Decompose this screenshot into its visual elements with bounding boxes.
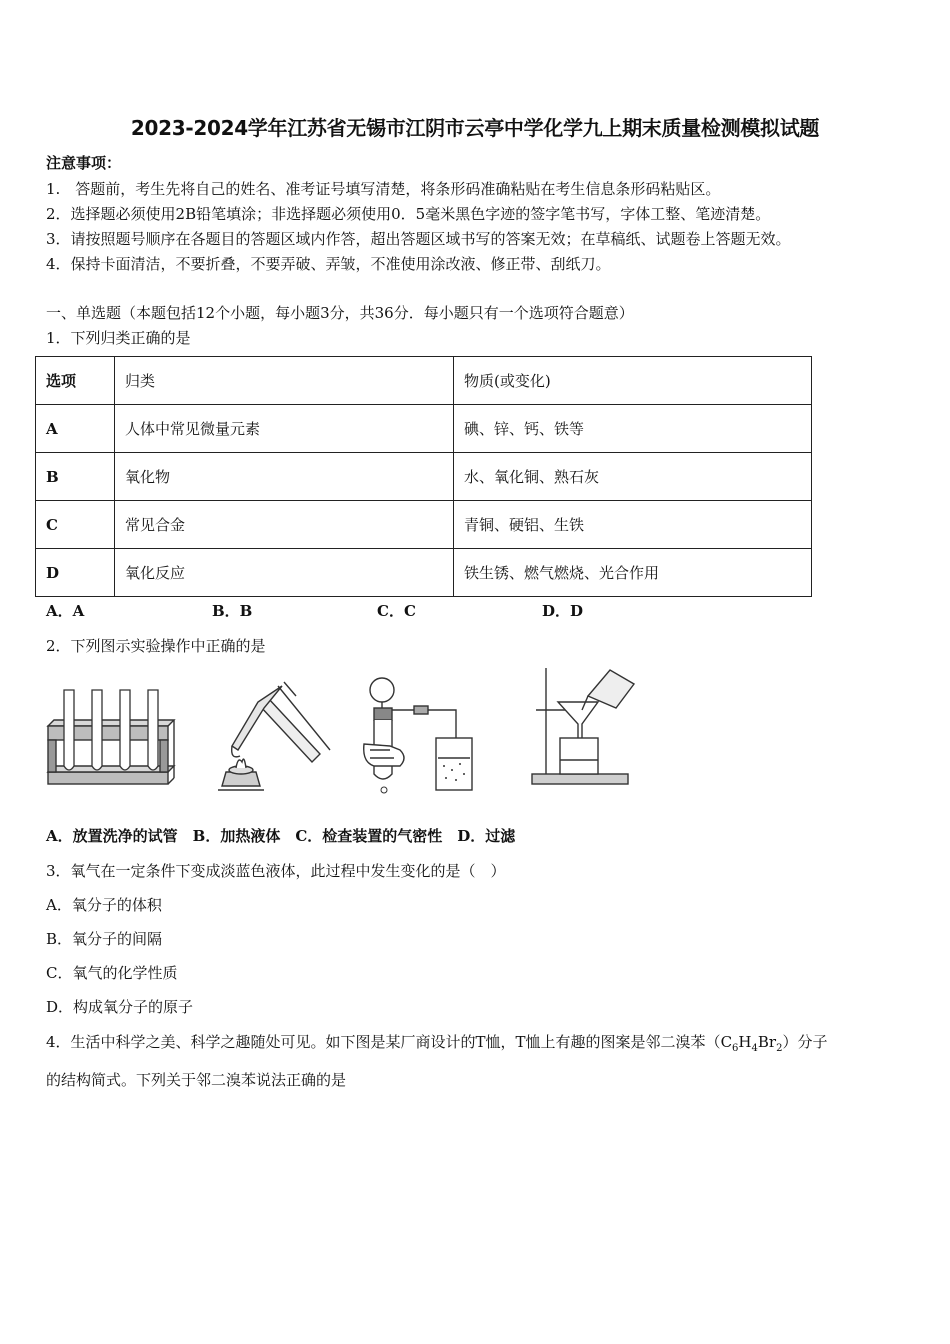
- table-cell: A: [36, 405, 115, 453]
- notice-item: 1. 答题前，考生先将自己的姓名、准考证号填写清楚，将条形码准确粘贴在考生信息条形码粘贴区。: [46, 180, 721, 198]
- table-row: [36, 501, 812, 549]
- table-header-row: [36, 357, 812, 405]
- test-tube-rack-figure: [44, 686, 176, 790]
- q1-option-d: D．D: [542, 602, 584, 620]
- table-row: [36, 405, 812, 453]
- q1-table: [35, 356, 812, 597]
- q1-option-c: C．C: [377, 602, 416, 620]
- table-cell: C: [36, 501, 115, 549]
- chemical-formula: $C_6H_4Br_2$: [720, 1033, 783, 1054]
- q2-options: A．放置洗净的试管 B．加热液体 C．检查装置的气密性 D．过滤: [46, 827, 516, 845]
- table-row: [36, 453, 812, 501]
- airtightness-check-figure: [360, 666, 475, 796]
- q3-option-c: C．氧气的化学性质: [46, 964, 178, 982]
- q2-stem: 2．下列图示实验操作中正确的是: [46, 637, 266, 655]
- q3-option-a: A．氧分子的体积: [46, 896, 162, 914]
- notice-item: 2．选择题必须使用2B铅笔填涂；非选择题必须使用0．5毫米黑色字迹的签字笔书写，字体工整、笔迹清楚。: [46, 205, 771, 223]
- q3-option-b: B．氧分子的间隔: [46, 930, 163, 948]
- q1-option-a: A．A: [46, 602, 85, 620]
- q3-stem: 3．氧气在一定条件下变成淡蓝色液体，此过程中发生变化的是（ ）: [46, 862, 506, 880]
- notice-item: 3．请按照题号顺序在各题目的答题区域内作答，超出答题区域书写的答案无效；在草稿纸、试题卷上答题无效。: [46, 230, 791, 248]
- table-header-cell: 物质(或变化): [454, 357, 812, 405]
- table-cell: 铁生锈、燃气燃烧、光合作用: [454, 549, 812, 597]
- table-header-cell: 选项: [36, 357, 115, 405]
- q4-stem-text: 4．生活中科学之美、科学之趣随处可见。如下图是某厂商设计的T恤，T恤上有趣的图案是邻二溴苯（: [46, 1033, 721, 1051]
- table-cell: 人体中常见微量元素: [115, 405, 454, 453]
- table-cell: 青铜、硬铝、生铁: [454, 501, 812, 549]
- table-cell: D: [36, 549, 115, 597]
- table-cell: 常见合金: [115, 501, 454, 549]
- table-cell: 氧化反应: [115, 549, 454, 597]
- section-heading: 一、单选题（本题包括12个小题，每小题3分，共36分．每小题只有一个选项符合题意）: [46, 304, 634, 322]
- q1-option-b: B．B: [212, 602, 253, 620]
- table-cell: 氧化物: [115, 453, 454, 501]
- filtration-figure: [528, 662, 638, 792]
- notice-item: 4．保持卡面清洁，不要折叠，不要弄破、弄皱，不准使用涂改液、修正带、刮纸刀。: [46, 255, 611, 273]
- notice-heading: 注意事项：: [46, 154, 122, 172]
- q4-stem-line2: 的结构简式。下列关于邻二溴苯说法正确的是: [46, 1071, 347, 1089]
- table-cell: 水、氧化铜、熟石灰: [454, 453, 812, 501]
- q4-stem-text: ）分子: [782, 1033, 828, 1051]
- table-row: [36, 549, 812, 597]
- table-cell: 碘、锌、钙、铁等: [454, 405, 812, 453]
- heating-liquid-figure: [212, 676, 337, 796]
- q3-option-d: D．构成氧分子的原子: [46, 998, 194, 1016]
- q1-stem: 1．下列归类正确的是: [46, 329, 191, 347]
- q4-stem: [46, 1031, 827, 1054]
- table-header-cell: 归类: [115, 357, 454, 405]
- table-cell: B: [36, 453, 115, 501]
- page-title: 2023-2024学年江苏省无锡市江阴市云亭中学化学九上期末质量检测模拟试题: [130, 116, 820, 140]
